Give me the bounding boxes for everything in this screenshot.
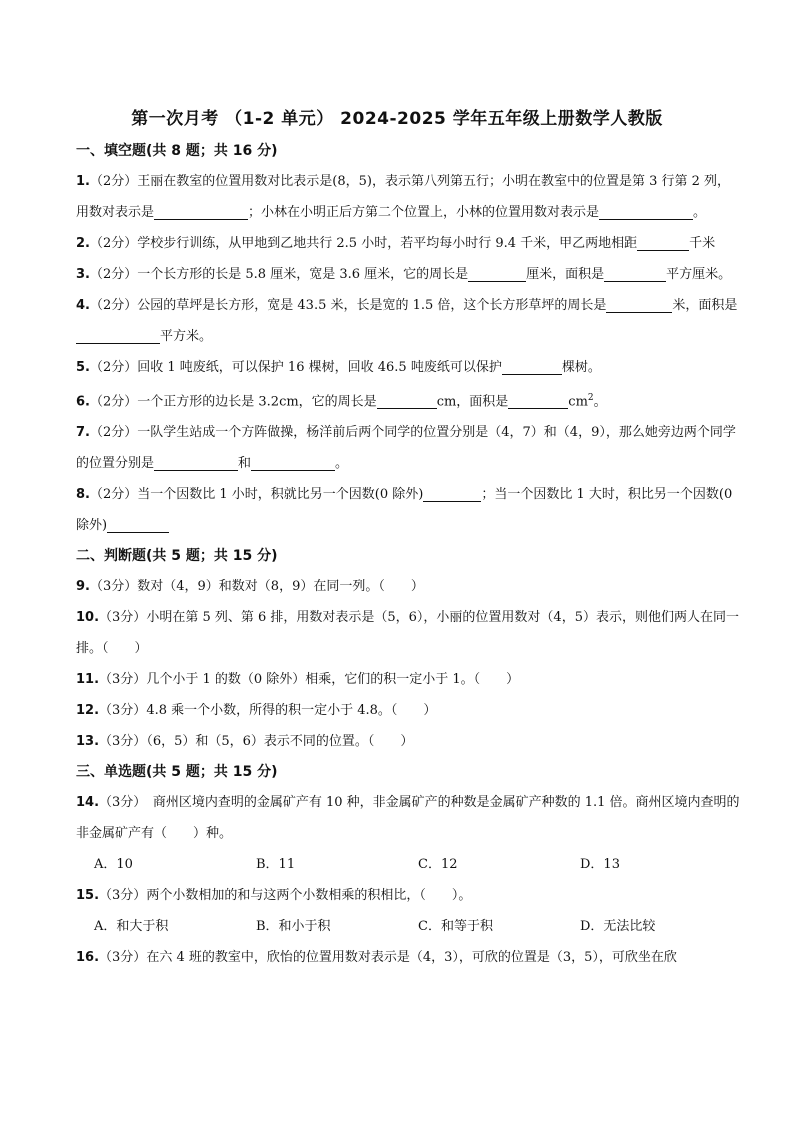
question-number: 7. xyxy=(76,425,90,441)
question-11 xyxy=(76,664,742,695)
question-number: 2. xyxy=(76,236,90,251)
option-d[interactable]: D．13 xyxy=(580,857,620,873)
question-1 xyxy=(76,166,742,228)
option-c[interactable]: C．12 xyxy=(418,857,458,873)
question-text: 学校步行训练，从甲地到乙地共行 2.5 小时，若平均每小时行 9.4 千米，甲乙两地相距 xyxy=(137,236,638,251)
question-text: 。 xyxy=(335,456,349,472)
question-score: （3分） xyxy=(99,950,147,966)
question-text: 棵树。 xyxy=(561,360,601,375)
question-4 xyxy=(76,290,742,352)
question-text: 几个小于 1 的数（0 除外）相乘，它们的积一定小于 1。（ ） xyxy=(146,672,520,688)
exam-title: 第一次月考 （1-2 单元） 2024-2025 学年五年级上册数学人教版 xyxy=(131,109,663,129)
question-text: 一个正方形的边长是 3.2cm，它的周长是 xyxy=(137,394,377,410)
question-text: 公园的草坪是长方形，宽是 43.5 米，长是宽的 1.5 倍，这个长方形草坪的周长是 xyxy=(137,298,607,313)
question-number: 1. xyxy=(76,174,90,189)
answer-blank[interactable] xyxy=(377,392,437,409)
question-score: （2分） xyxy=(89,487,138,503)
answer-blank[interactable] xyxy=(468,265,526,282)
question-score: （2分） xyxy=(89,394,138,410)
question-text: 商州区境内查明的金属矿产有 10 种，非金属矿产的种数是金属矿产种数的 1.1 倍。商州区境内查明的非金属矿产有（ ）种。 xyxy=(76,795,740,842)
answer-blank[interactable] xyxy=(251,454,335,471)
question-number: 9. xyxy=(76,579,90,595)
question-number: 10. xyxy=(76,610,100,626)
question-12 xyxy=(76,695,742,726)
question-text: ；小林在小明正后方第二个位置上，小林的位置用数对表示是 xyxy=(248,205,600,220)
question-score: （2分） xyxy=(89,174,138,189)
question-score: （3分） xyxy=(99,672,147,688)
option-d[interactable]: D．无法比较 xyxy=(580,919,656,935)
question-text: cm，面积是 xyxy=(436,394,509,410)
question-7 xyxy=(76,417,742,479)
question-5 xyxy=(76,352,742,383)
question-2 xyxy=(76,228,742,259)
exam-content xyxy=(76,136,742,973)
answer-blank[interactable] xyxy=(76,327,160,344)
question-score: （3分） xyxy=(99,703,147,719)
question-number: 13. xyxy=(76,734,100,750)
question-text: 。 xyxy=(693,205,707,220)
question-text: 小明在第 5 列、第 6 排，用数对表示是（5，6），小丽的位置用数对（4，5）表示，则他们两人在同一排。（ ） xyxy=(76,610,739,657)
question-text: 平方厘米。 xyxy=(666,267,732,282)
question-text: 一个长方形的长是 5.8 厘米，宽是 3.6 厘米，它的周长是 xyxy=(137,267,469,282)
question-number: 4. xyxy=(76,298,90,313)
question-text: 和 xyxy=(238,456,252,472)
answer-blank[interactable] xyxy=(502,358,562,375)
question-number: 16. xyxy=(76,950,100,966)
question-text: 回收 1 吨废纸，可以保护 16 棵树，回收 46.5 吨废纸可以保护 xyxy=(137,360,502,375)
question-text: 。 xyxy=(593,394,607,410)
question-text: 数对（4，9）和数对（8，9）在同一列。（ ） xyxy=(137,579,424,595)
question-text: （6，5）和（5，6）表示不同的位置。（ ） xyxy=(146,734,414,750)
question-15-options xyxy=(76,911,742,942)
question-score: （3分） xyxy=(99,888,147,904)
question-text: 平方米。 xyxy=(160,329,213,344)
question-15 xyxy=(76,880,742,911)
question-10 xyxy=(76,602,742,664)
answer-blank[interactable] xyxy=(508,392,568,409)
question-text: cm xyxy=(568,394,588,410)
answer-blank[interactable] xyxy=(154,203,248,220)
option-b[interactable]: B．11 xyxy=(256,857,296,873)
answer-blank[interactable] xyxy=(599,203,693,220)
question-14 xyxy=(76,787,742,849)
option-b[interactable]: B．和小于积 xyxy=(256,919,331,935)
question-text: 千米 xyxy=(689,236,716,251)
question-score: （3分） xyxy=(99,610,147,626)
question-14-options xyxy=(76,849,742,880)
question-text: 在六 4 班的教室中，欣怡的位置用数对表示是（4，3），可欣的位置是（3，5），可欣坐在欣 xyxy=(146,950,677,966)
question-16 xyxy=(76,942,742,973)
question-text: 当一个因数比 1 小时，积就比另一个因数(0 除外) xyxy=(137,487,424,503)
question-13 xyxy=(76,726,742,757)
question-text: 王丽在教室的位置用数对比表示是(8，5)，表示第八列第五行；小明在教室中的位置是第 3 行第 2 列，用数对表示是 xyxy=(76,174,731,220)
question-text: ；当一个因数比 1 大时，积比另一个因数(0 除外) xyxy=(76,487,733,534)
question-text: 米，面积是 xyxy=(672,298,738,313)
question-number: 15. xyxy=(76,888,100,904)
question-8 xyxy=(76,479,742,541)
answer-blank[interactable] xyxy=(637,234,689,251)
answer-blank[interactable] xyxy=(154,454,238,471)
option-c[interactable]: C．和等于积 xyxy=(418,919,493,935)
question-score: （2分） xyxy=(89,267,138,282)
question-score: （3分） xyxy=(99,734,147,750)
question-number: 12. xyxy=(76,703,100,719)
answer-blank[interactable] xyxy=(606,296,672,313)
answer-blank[interactable] xyxy=(107,516,169,533)
question-score: （2分） xyxy=(89,425,138,441)
section-multiple-choice: 三、单选题(共 5 题；共 15 分) xyxy=(76,764,278,781)
answer-blank[interactable] xyxy=(423,485,481,502)
question-score: （2分） xyxy=(89,298,138,313)
question-number: 6. xyxy=(76,394,90,410)
section-true-false: 二、判断题(共 5 题；共 15 分) xyxy=(76,548,278,565)
question-number: 11. xyxy=(76,672,100,688)
question-text: 两个小数相加的和与这两个小数相乘的积相比，（ ）。 xyxy=(146,888,472,904)
question-text: 一队学生站成一个方阵做操，杨洋前后两个同学的位置分别是（4，7）和（4，9），那么她旁边两个同学的位置分别是 xyxy=(76,425,736,472)
answer-blank[interactable] xyxy=(604,265,666,282)
unit-exponent: 2 xyxy=(587,393,594,403)
question-score: （2分） xyxy=(89,360,138,375)
question-score: （3分） xyxy=(99,795,140,811)
option-a[interactable]: A．和大于积 xyxy=(94,919,169,935)
question-score: （3分） xyxy=(89,579,138,595)
question-3 xyxy=(76,259,742,290)
question-number: 3. xyxy=(76,267,90,282)
question-number: 8. xyxy=(76,487,90,503)
question-number: 5. xyxy=(76,360,90,375)
question-9 xyxy=(76,571,742,602)
question-number: 14. xyxy=(76,795,100,811)
option-a[interactable]: A．10 xyxy=(94,857,133,873)
question-score: （2分） xyxy=(89,236,138,251)
question-text: 厘米，面积是 xyxy=(526,267,605,282)
question-6 xyxy=(76,383,742,417)
question-text: 4.8 乘一个小数，所得的积一定小于 4.8。（ ） xyxy=(146,703,437,719)
section-fill-in: 一、填空题(共 8 题；共 16 分) xyxy=(76,143,278,159)
